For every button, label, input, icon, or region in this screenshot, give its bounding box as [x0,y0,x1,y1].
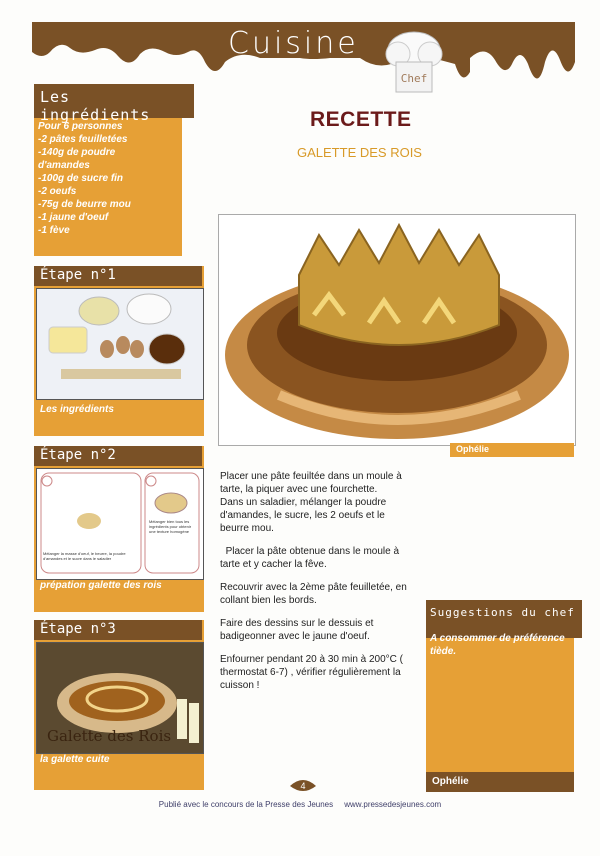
step-2-panel-text-right: Mélanger bien tous les ingrédients pour obtenir une texture homogène [149,519,192,534]
galette-crown-image [219,215,575,445]
step-2-panel-text-left: Mélanger la masse d'oeuf, le beurre, la poudre d'amandes et le sucre dans le saladier [43,551,126,561]
ingredient-line: -1 fève [38,225,70,236]
chef-badge-text: Chef [400,72,428,85]
instruction-paragraph: Recouvrir avec la 2ème pâte feuilletée, en collant bien les bords. [220,582,407,606]
step-2-header [34,446,202,466]
instruction-paragraph: Placer une pâte feuiltée dans un moule à tarte, la piquer avec une fourchette. Dans un saladier, mélanger la poudre d'amandes, le sucre, les 2 oeufs et le beurre mou. [220,471,402,534]
footer [0,800,600,809]
galette-image-text: Galette des Rois [47,727,172,745]
suggestions-text: A consommer de préférence tiède. [430,633,565,657]
step-1-caption: Les ingrédients [40,404,114,415]
ingredient-line: Pour 6 personnes [38,121,123,132]
baked-galette-photo [36,642,204,754]
step-1-label: Étape n°1 [40,267,116,283]
step-3-label: Étape n°3 [40,621,116,637]
ingredient-line: -75g de beurre mou [38,199,131,210]
ingredient-line: -2 oeufs [38,186,77,197]
step-3-caption: la galette cuite [40,754,110,765]
ingredient-line: -100g de sucre fin [38,173,124,184]
recipe-subheading: GALETTE DES ROIS [297,145,422,160]
ingredients-title: Les ingrédients [34,84,194,118]
instruction-paragraph: Placer la pâte obtenue dans le moule à tarte et y cacher la fêve. [220,546,405,570]
footer-credit: Publié avec le concours de la Presse des Jeunes [158,800,334,809]
suggestions-title: Suggestions du chef [426,600,582,638]
page-number: 4 [300,781,306,791]
ingredient-line: d'amandes [38,160,90,171]
galette-photo [218,214,576,446]
step-2-label: Étape n°2 [40,447,116,463]
step-3-box [34,620,204,790]
step-1-box [34,266,204,436]
header-title: Cuisine [228,26,359,61]
recipe-heading: RECETTE [310,108,412,131]
ingredient-line: -1 jaune d'oeuf [38,212,109,223]
preparation-illustration [36,468,204,580]
photo-caption: Ophélie [456,444,490,454]
page-number-badge [288,776,318,794]
step-3-header [34,620,202,640]
ingredient-line: -140g de poudre [38,147,116,158]
ingredients-list [38,120,178,237]
chef-hat-icon [384,28,444,98]
step-1-header [34,266,202,286]
step-2-box [34,446,204,612]
footer-url[interactable]: www.pressedesjeunes.com [344,800,442,809]
instruction-paragraph: Enfourner pendant 20 à 30 min à 200°C ( thermostat 6-7) , vérifier régulièrement la cuisson ! [220,654,404,691]
ingredients-photo [36,288,204,400]
suggestions-author: Ophélie [432,776,469,787]
instruction-paragraph: Faire des dessins sur le dessuis et badigeonner avec le jaune d'oeuf. [220,618,374,642]
ingredient-line: -2 pâtes feuilletées [38,134,128,145]
instructions [220,470,410,702]
step-2-caption: prépation galette des rois [40,580,162,591]
